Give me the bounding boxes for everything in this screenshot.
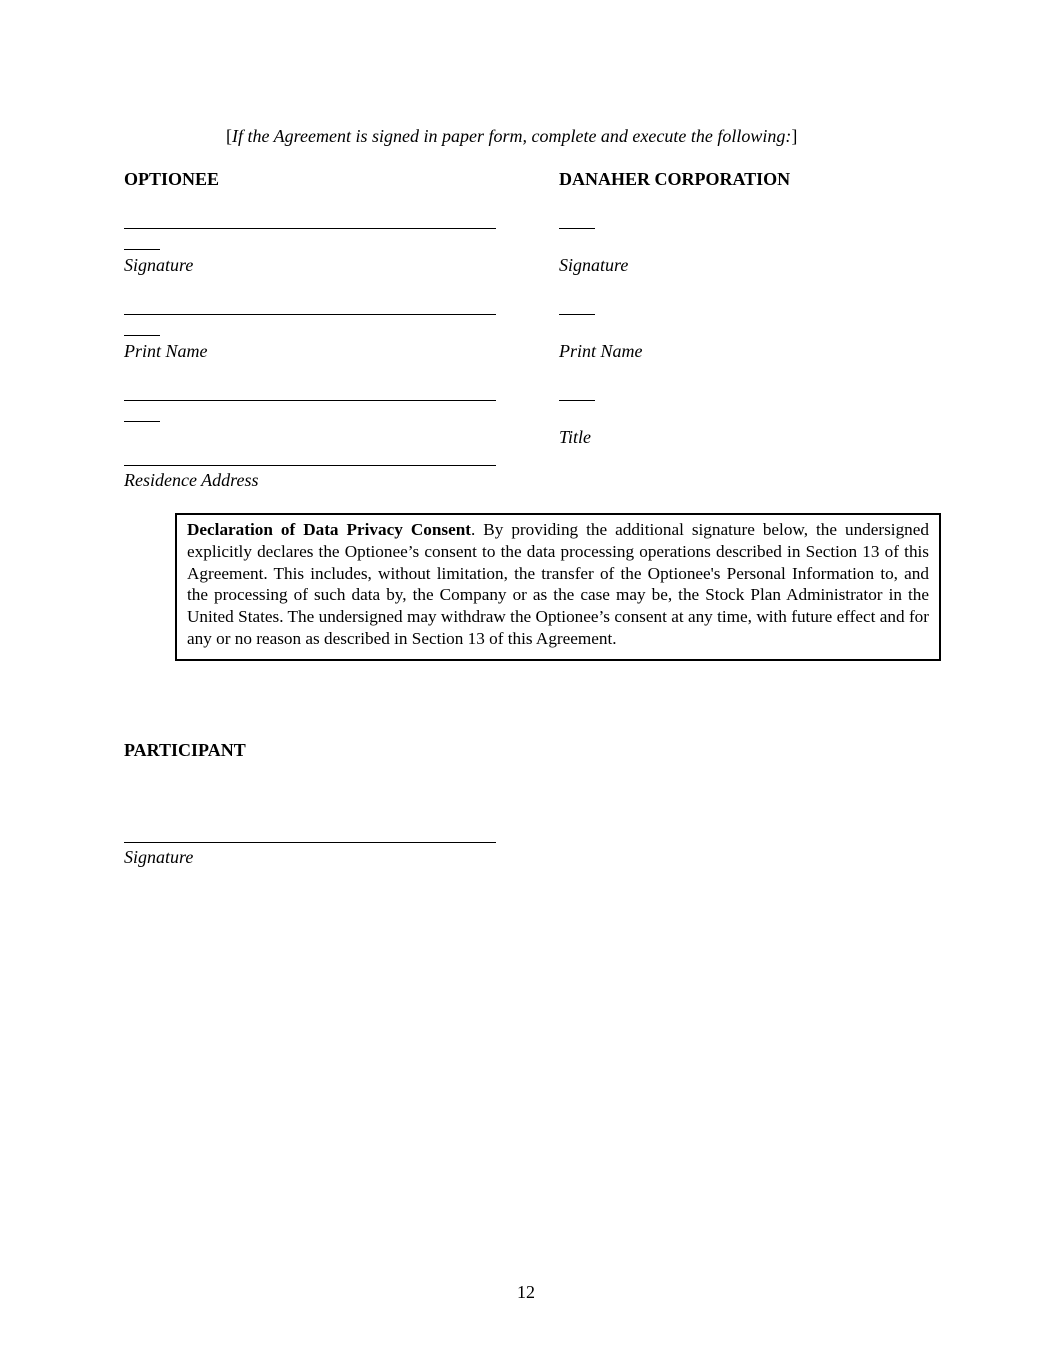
optionee-address-line-1-tail <box>124 421 160 422</box>
consent-title: Declaration of Data Privacy Consent <box>187 520 471 539</box>
instruction-line: [If the Agreement is signed in paper form, complete and execute the following:] <box>226 126 798 146</box>
company-print-name-label: Print Name <box>559 341 643 361</box>
optionee-print-name-label: Print Name <box>124 341 208 361</box>
company-signature-line[interactable] <box>559 228 595 229</box>
instruction-text: If the Agreement is signed in paper form, complete and execute the following: <box>232 126 792 146</box>
optionee-heading: OPTIONEE <box>124 169 220 189</box>
data-privacy-consent-box <box>175 513 941 661</box>
company-title-label: Title <box>559 427 592 447</box>
optionee-print-name-line[interactable] <box>124 314 496 315</box>
participant-heading: PARTICIPANT <box>124 740 246 760</box>
optionee-address-line-1[interactable] <box>124 400 496 401</box>
optionee-residence-label: Residence Address <box>124 470 259 490</box>
page-number: 12 <box>517 1282 535 1302</box>
optionee-print-name-line-tail <box>124 335 160 336</box>
consent-body: . By providing the additional signature below, the undersigned explicitly declares the Optionee’s consent to the data processing operations described in Section 13 of this Agreement. This includes, without limitation, the transfer of the Optionee's Personal Information to, and the processing of such data by, the Company or as the case may be, the Stock Plan Administrator in the United States. The undersigned may withdraw the Optionee’s consent at any time, with future effect and for any or no reason as described in Section 13 of this Agreement. <box>187 520 929 648</box>
participant-signature-line[interactable] <box>124 842 496 843</box>
company-signature-label: Signature <box>559 255 629 275</box>
optionee-signature-line[interactable] <box>124 228 496 229</box>
optionee-signature-line-tail <box>124 249 160 250</box>
company-title-line[interactable] <box>559 400 595 401</box>
optionee-address-line-2[interactable] <box>124 465 496 466</box>
company-print-name-line[interactable] <box>559 314 595 315</box>
company-heading: DANAHER CORPORATION <box>559 169 791 189</box>
participant-signature-label: Signature <box>124 847 194 867</box>
optionee-signature-label: Signature <box>124 255 194 275</box>
